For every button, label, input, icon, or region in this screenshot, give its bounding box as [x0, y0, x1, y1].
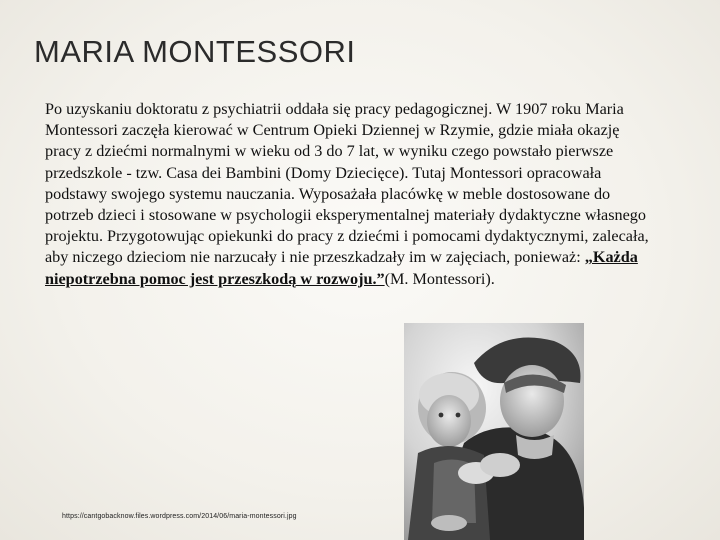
montessori-quote: „Każda niepotrzebna pomoc jest przeszkodą w rozwoju.” [45, 248, 638, 288]
body-paragraph: Po uzyskaniu doktoratu z psychiatrii oddała się pracy pedagogicznej. W 1907 roku Maria Montessori zaczęła kierować w Centrum Opieki Dziennej w Rzymie, gdzie miała okazję pracy z dziećmi normalnymi w wieku od 3 do 7 lat, w wyniku czego powstało pierwsze przedszkole - tzw. Casa dei Bambini (Domy Dziecięce). Tutaj Montessori opracowała podstawy swojego systemu nauczania. Wyposażała placówkę w meble dostosowane do potrzeb dzieci i stosowane w psychologii eksperymentalnej materiały dydaktyczne własnego projektu. Przygotowując opiekunki do pracy z dziećmi i pomocami dydaktycznymi, zalecała, aby niczego dzieciom nie narzucały i nie przeszkadzały im w zajęciach, ponieważ: [45, 100, 649, 267]
slide-body-text [45, 99, 649, 290]
slide-title: MARIA MONTESSORI [34, 34, 356, 69]
image-source-caption: https://cantgobacknow.files.wordpress.com/2014/06/maria-montessori.jpg [62, 513, 297, 520]
montessori-photo [404, 323, 584, 540]
photo-icon [404, 323, 584, 540]
quote-attribution: (M. Montessori). [384, 269, 495, 288]
